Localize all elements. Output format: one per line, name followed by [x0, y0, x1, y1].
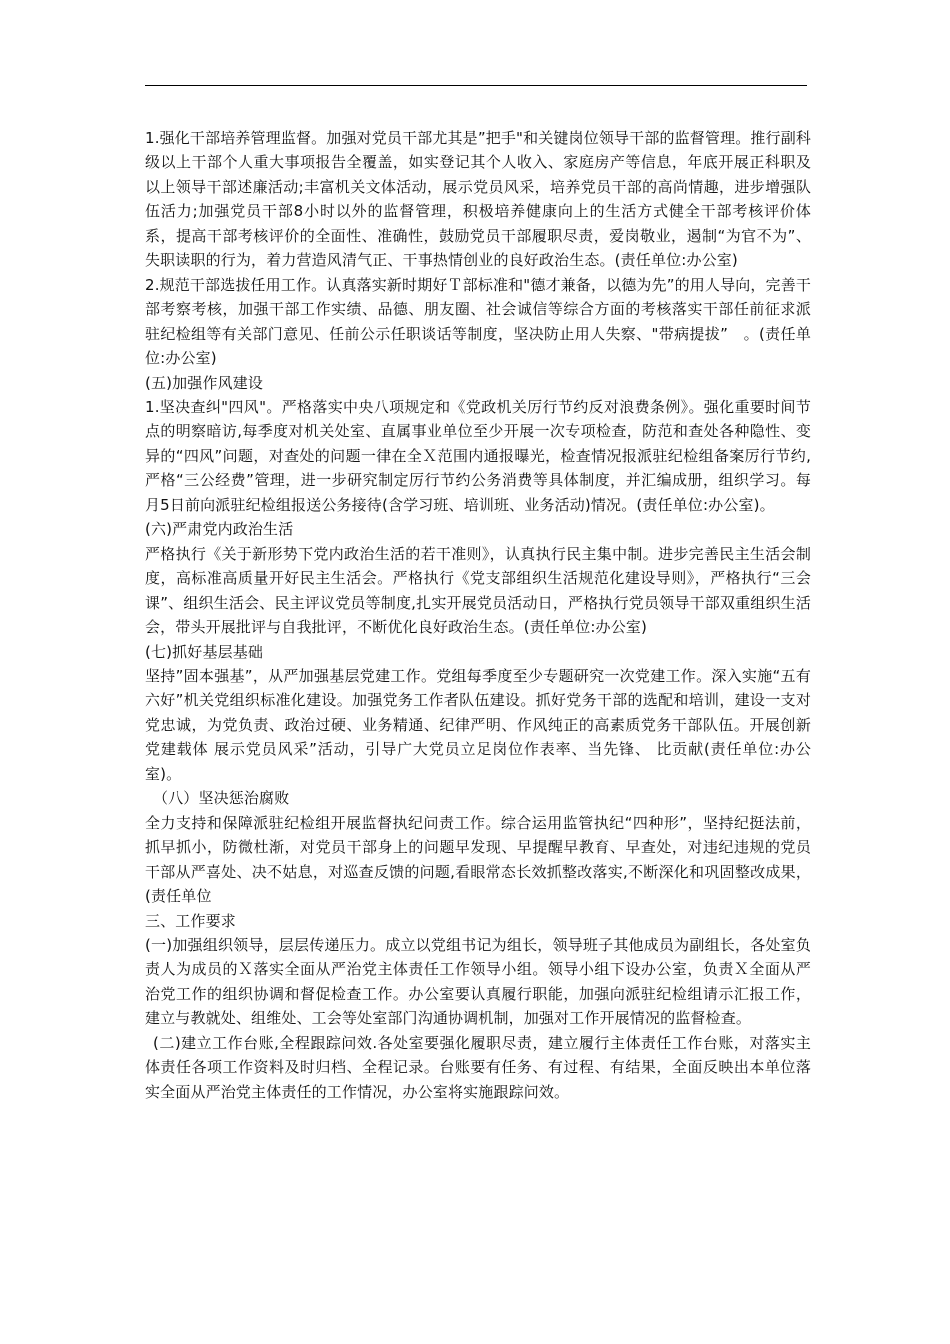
heading-grassroots: (七)抓好基层基础	[145, 642, 264, 661]
document-body	[145, 126, 811, 1104]
heading-political-life: (六)严肃党内政治生活	[145, 520, 294, 539]
paragraph-four-winds: 1.坚决查纠"四风"。严格落实中央八项规定和《党政机关厉行节约反对浪费条例》。强化重要时间节点的明察暗访,每季度对机关处室、直属事业单位至少开展一次专项检查，防范和查处各种隐性、变异的“四风”问题，对查处的问题一律在全Ｘ范围内通报曝光，检查情况报派驻纪检组备案厉行节约,严格“三公经费”管理，进一步研究制定厉行节约公务消费等具体制度，并汇编成册，组织学习。每月5日前向派驻纪检组报送公务接待(含学习班、培训班、业务活动)情况。(责任单位:办公室)。	[145, 397, 811, 514]
paragraph-anti-corruption: 全力支持和保障派驻纪检组开展监督执纪问责工作。综合运用监管执纪“四种形”，坚持纪挺法前，抓早抓小，防微杜渐，对党员干部身上的问题早发现、早提醒早教育、早查处，对违纪违规的党员干部从严喜处、决不姑息，对巡查反馈的问题,看眼常态长效抓整改落实,不断深化和巩固整改成果，(责任单位	[145, 813, 811, 906]
paragraph-cadre-supervision: 1.强化干部培养管理监督。加强对党员干部尤其是”把手"和关键岗位领导干部的监督管理。推行副科级以上干部个人重大事项报告全覆盖，如实登记其个人收入、家庭房产等信息，年底开展正科职及以上领导干部述廉活动;丰富机关文体活动，展示党员风采，培养党员干部的高尚情趣，进步增强队伍活力;加强党员干部8小时以外的监督管理，积极培养健康向上的生活方式健全干部考核评价体系，提高干部考核评价的全面性、准确性，鼓励党员干部履职尽责，爱岗敬业，遏制“为官不为”、失职读职的行为，着力营造风清气正、干事热情创业的良好政治生态。(责任单位:办公室)	[145, 129, 811, 270]
paragraph-organization-leadership: (一)加强组织领导，层层传递压力。成立以党组书记为组长，领导班子其他成员为副组长，各处室负责人为成员的Ｘ落实全面从严治党主体责任工作领导小组。领导小组下设办公室，负责Ｘ全面从严治党工作的组织协调和督促检查工作。办公室要认真履行职能，加强向派驻纪检组请示汇报工作，建立与教就处、组维处、工会等处室部门沟通协调机制，加强对工作开展情况的监督检查。	[145, 935, 811, 1028]
header-rule	[145, 85, 807, 86]
heading-work-requirements: 三、工作要求	[145, 911, 236, 930]
paragraph-cadre-selection: 2.规范干部选拔任用工作。认真落实新时期好Ｔ部标准和"德才兼备，以德为先”的用人导向，完善干部考察考核，加强干部工作实绩、品德、朋友圈、社会诚信等综合方面的考核落实干部任前征求派驻纪检组等有关部门意见、任前公示任职谈话等制度，坚决防止用人失察、"带病提拔” 。(责任单位:办公室)	[145, 275, 811, 368]
heading-anti-corruption: （八）坚决惩治腐败	[153, 789, 290, 808]
paragraph-work-ledger: (二)建立工作台账,全程跟踪问效.各处室要强化履职尽责，建立履行主体责任工作台账，对落实主体责任各项工作资料及时归档、全程记录。台账要有任务、有过程、有结果，全面反映出本单位落实全面从严治党主体责任的工作情况，办公室将实施跟踪问效。	[145, 1033, 811, 1101]
heading-work-style: (五)加强作风建设	[145, 373, 264, 392]
paragraph-political-life: 严格执行《关于新形势下党内政治生活的若干准则》，认真执行民主集中制。进步完善民主生活会制度，高标准高质量开好民主生活会。严格执行《党支部组织生活规范化建设导则》，严格执行“三会课”、组织生活会、民主评议党员等制度,扎实开展党员活动日，严格执行党员领导干部双重组织生活会，带头开展批评与自我批评，不断优化良好政治生态。(责任单位:办公室)	[145, 544, 811, 637]
paragraph-grassroots: 坚持”固本强基”，从严加强基层党建工作。党组每季度至少专题研究一次党建工作。深入实施“五有六好”机关党组织标准化建设。加强党务工作者队伍建设。抓好党务干部的选配和培训，建设一支对党忠诚，为党负责、政治过硬、业务精通、纪律严明、作风纯正的高素质党务干部队伍。开展创新党建载体 展示党员风采”活动，引导广大党员立足岗位作表率、当先锋、 比贡献(责任单位:办公室)。	[145, 666, 811, 783]
